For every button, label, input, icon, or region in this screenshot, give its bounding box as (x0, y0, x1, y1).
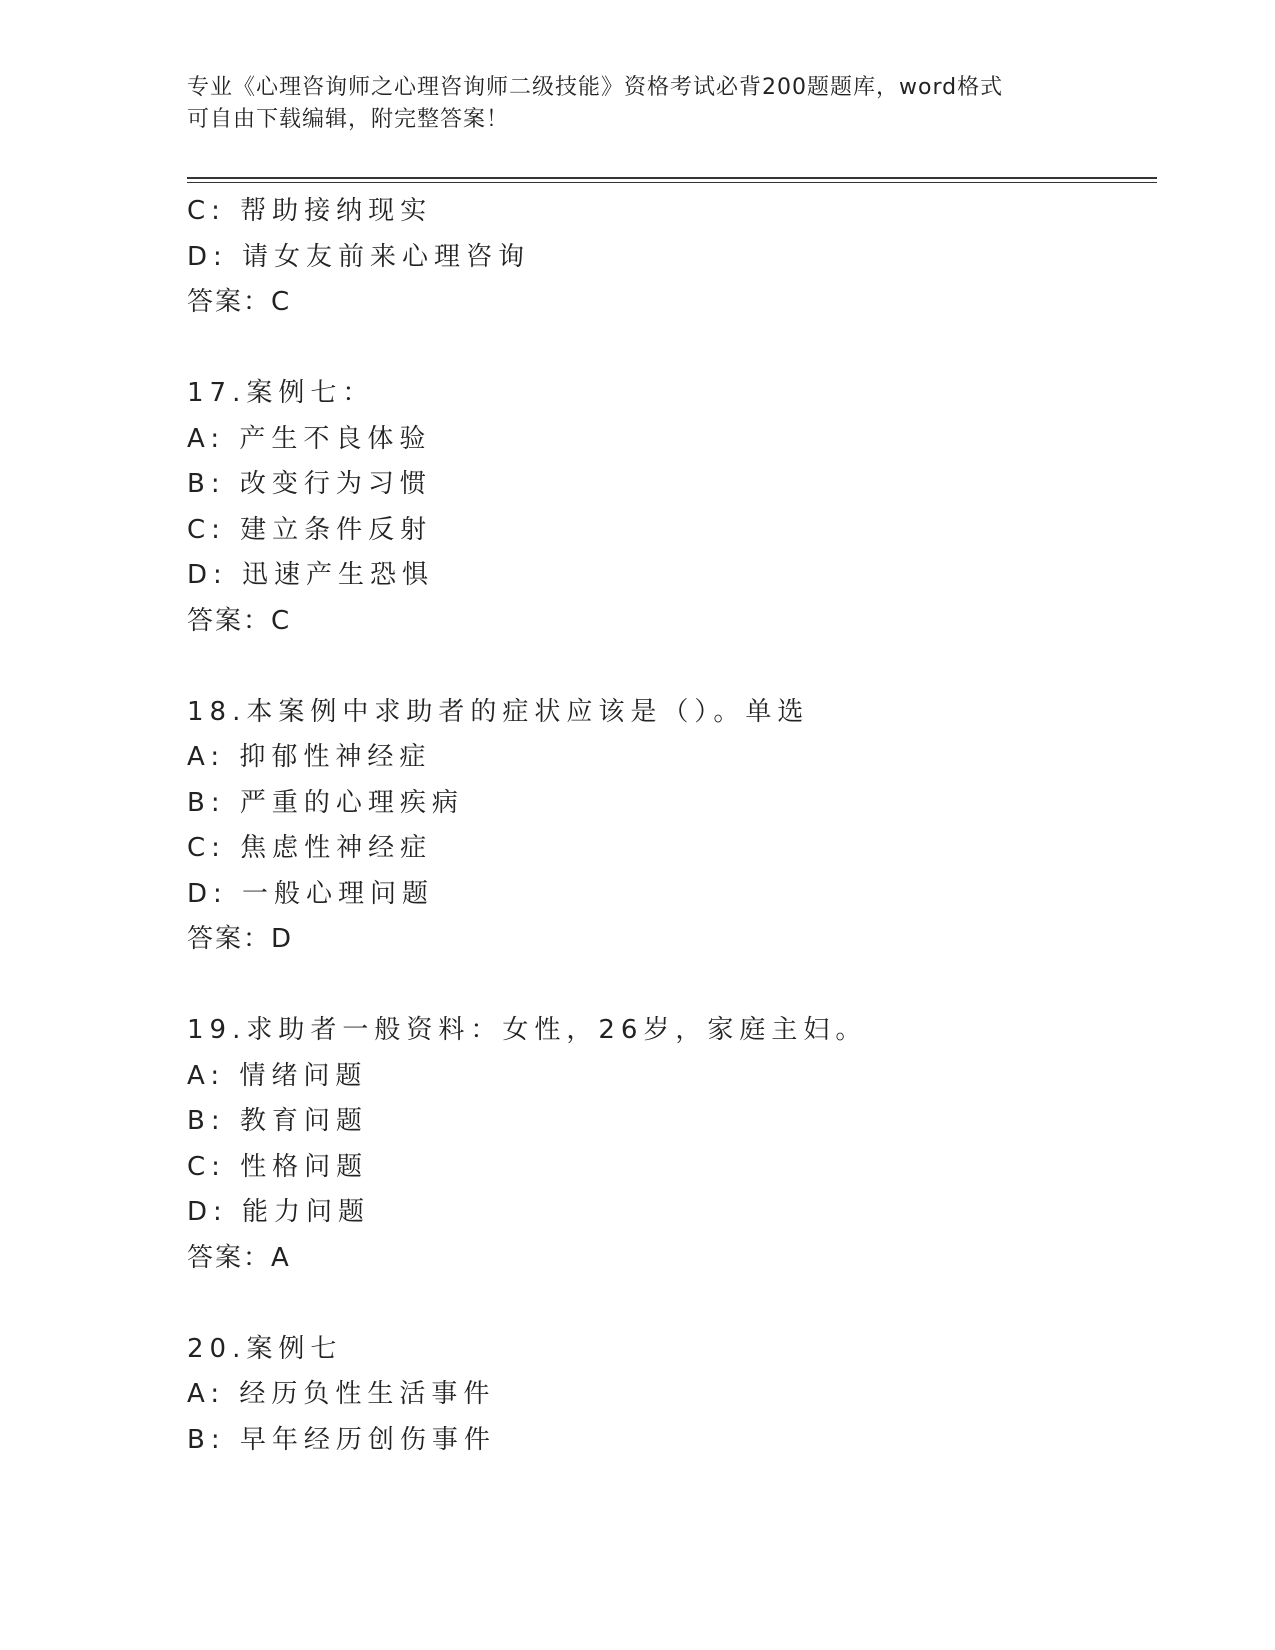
question-continued (187, 189, 1157, 326)
option-b: B: 严重的心理疾病 (187, 787, 464, 818)
question-stem: 17.案例七： (187, 378, 375, 408)
header-line-2: 可自由下载编辑，附完整答案！ (187, 107, 510, 132)
option-a: A: 经历负性生活事件 (187, 1379, 496, 1409)
spacer (187, 963, 1157, 1009)
header-line-1: 专业《心理咨询师之心理咨询师二级技能》资格考试必背200题题库，word格式 (187, 75, 1004, 100)
option-b: B: 教育问题 (187, 1106, 368, 1136)
answer-value: C (271, 287, 291, 317)
question-stem: 18.本案例中求助者的症状应该是（）。单选 (187, 696, 810, 727)
header-divider-thick (187, 177, 1157, 179)
answer-label: 答案： (187, 605, 272, 636)
answer-label: 答案： (187, 287, 272, 317)
question-item (187, 371, 1157, 644)
answer-line (187, 1236, 1157, 1282)
question-stem: 20.案例七 (187, 1333, 343, 1364)
option-d: D: 能力问题 (187, 1197, 371, 1227)
answer-label: 答案： (187, 924, 272, 954)
option-c: C: 建立条件反射 (187, 514, 433, 545)
option-a: A: 产生不良体验 (187, 423, 432, 454)
option-c: C: 焦虑性神经症 (187, 833, 433, 863)
question-item (187, 1008, 1157, 1281)
header-divider-thin (187, 182, 1157, 183)
option-b: B: 早年经历创伤事件 (187, 1424, 496, 1455)
answer-line (187, 280, 1157, 326)
answer-line (187, 599, 1157, 645)
document-header (187, 72, 1087, 136)
option-a: A: 抑郁性神经症 (187, 742, 432, 772)
answer-line (187, 917, 1157, 963)
option-d: D: 迅速产生恐惧 (187, 560, 435, 590)
option-b: B: 改变行为习惯 (187, 469, 432, 499)
answer-value: D (271, 924, 293, 954)
spacer (187, 326, 1157, 372)
question-stem: 19.求助者一般资料：女性，26岁，家庭主妇。 (187, 1015, 868, 1045)
spacer (187, 1281, 1157, 1327)
question-list (187, 189, 1157, 1463)
option-d: D: 一般心理问题 (187, 878, 435, 909)
option-c: C: 帮助接纳现实 (187, 196, 433, 226)
answer-value: A (271, 1242, 290, 1273)
option-d: D: 请女友前来心理咨询 (187, 241, 531, 272)
spacer (187, 644, 1157, 690)
answer-label: 答案： (187, 1242, 272, 1273)
answer-value: C (271, 605, 291, 636)
option-a: A: 情绪问题 (187, 1060, 368, 1091)
question-item (187, 1327, 1157, 1464)
question-item (187, 690, 1157, 963)
option-c: C: 性格问题 (187, 1151, 369, 1182)
